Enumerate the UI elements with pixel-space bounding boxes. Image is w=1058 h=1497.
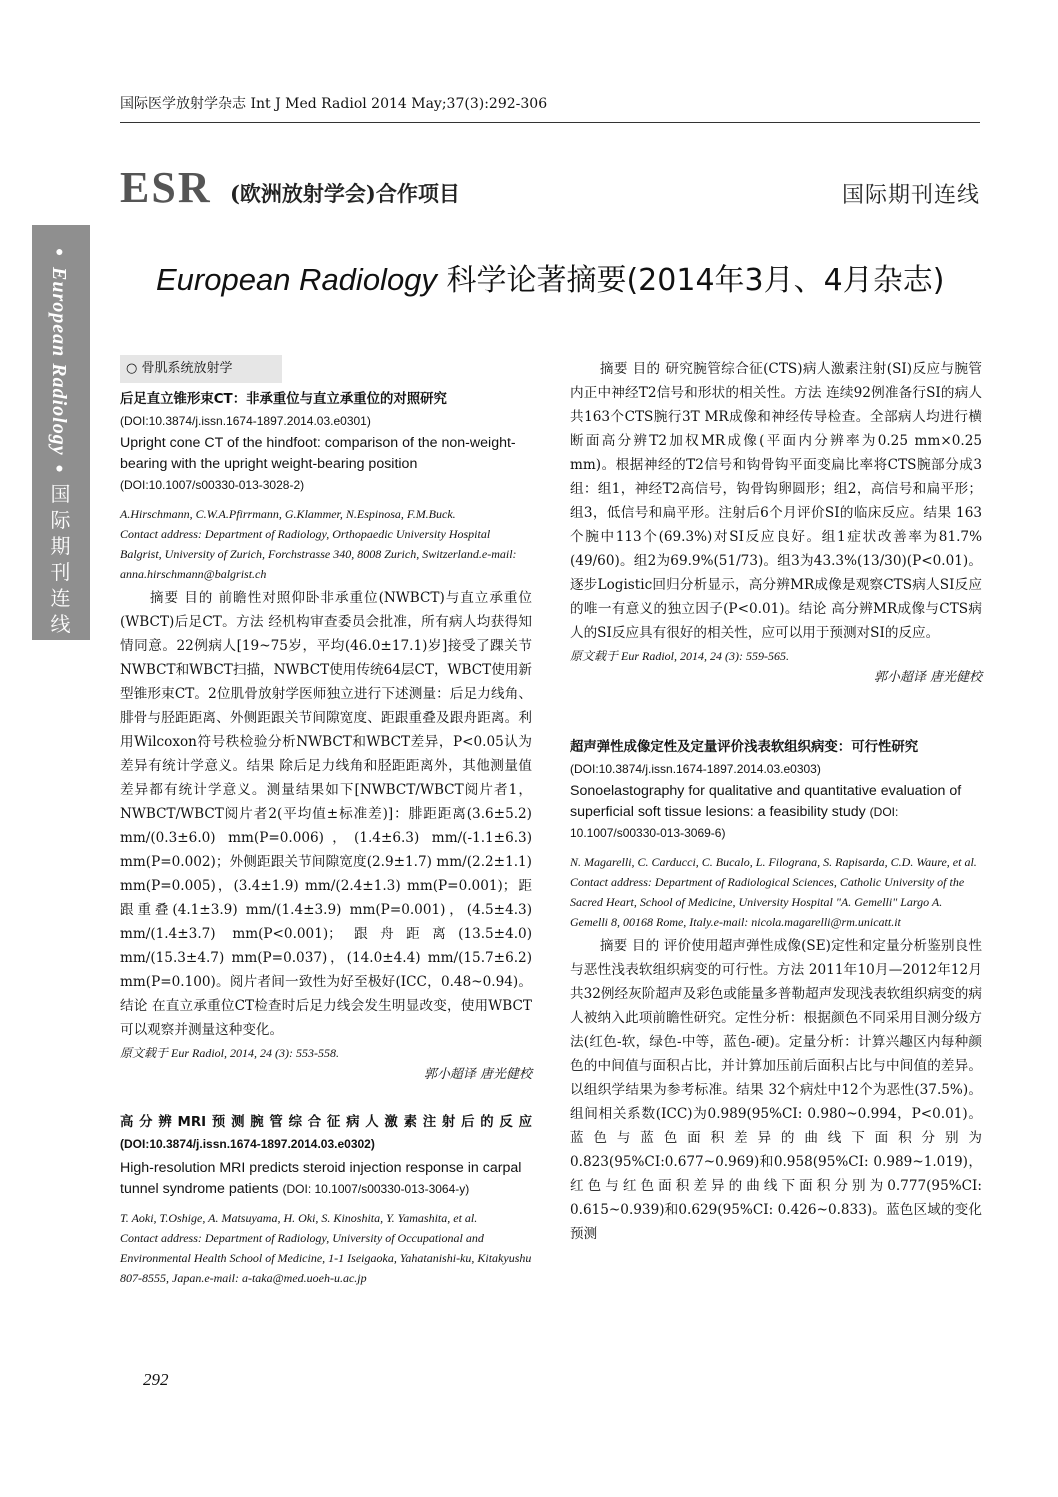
article-contact: Contact address: Department of Radiological Sciences, Catholic University of the Sacred Heart, School of Medicine, University Hospital "A. Gemelli" Largo A. Gemelli 8, 00168 Rome, Italy.e-mail: nicola.magarelli@rm.unicatt.it: [570, 875, 965, 929]
article-title-en-text: High-resolution MRI predicts steroid injection response in carpal tunnel syndrome patients: [120, 1160, 522, 1197]
article-title-en-text: Sonoelastography for qualitative and quantitative evaluation of superficial soft tissue lesions: a feasibility study: [570, 783, 962, 820]
article-abstract: 摘要 目的 研究腕管综合征(CTS)病人激素注射(SI)反应与腕管内正中神经T2信号和形状的相关性。方法 连续92例准备行SI的病人共163个CTS腕行3T MR成像和神经传导检查。全部病人均进行横断面高分辨T2加权MR成像(平面内分辨率为0.25 mm×0.25 mm)。根据神经的T2信号和钩骨钩平面变扁比率将CTS腕部分成3组：组1，神经T2高信号，钩骨钩卵圆形；组2，高信号和扁平形；组3，低信号和扁平形。注射后6个月评价SI的临床反应。结果 163个腕中113个(69.3%)对SI反应良好。组1症状改善率为81.7%(49/60)。组2为69.9%(51/73)。组3为43.3%(13/30)(P<0.01)。逐步Logistic回归分析显示，高分辨MR成像是观察CTS病人SI反应的唯一有意义的独立因子(P<0.01)。结论 高分辨MR成像与CTS病人的SI反应具有很好的相关性，应可以用于预测对SI的反应。: [570, 361, 982, 641]
article-abstract: 摘要 目的 评价使用超声弹性成像(SE)定性和定量分析鉴别良性与恶性浅表软组织病变的可行性。方法 2011年10月—2012年12月共32例经灰阶超声及彩色或能量多普勒超声发现浅表软组织病变的病人被纳入此项前瞻性研究。定性分析：根据颜色不同采用目测分级方法(红色-软，绿色-中等，蓝色-硬)。定量分析：计算兴趣区内每种颜色的中间值与面积占比，并计算加压前后面积占比与中间值的差异。以组织学结果为参考标准。结果 32个病灶中12个为恶性(37.5%)。组间相关系数(ICC)为0.989(95%CI: 0.980~0.994，P<0.01)。蓝色与蓝色面积差异的曲线下面积分别为0.823(95%CI:0.677~0.969)和0.958(95%CI: 0.989~1.019)，红色与红色面积差异的曲线下面积分别为0.777(95%CI: 0.615~0.939)和0.629(95%CI: 0.426~0.833)。蓝色区域的变化预测: [570, 938, 982, 1242]
article-authors: T. Aoki, T.Oshige, A. Matsuyama, H. Oki, S. Kinoshita, Y. Yamashita, et al.: [120, 1211, 478, 1225]
running-header: [120, 94, 980, 123]
article-doi-zh: (DOI:10.3874/j.issn.1674-1897.2014.03.e0303): [570, 762, 821, 776]
article-title-zh: 超声弹性成像定性及定量评价浅表软组织病变：可行性研究: [570, 740, 919, 755]
article-abstract: 摘要 目的 前瞻性对照仰卧非承重位(NWBCT)与直立承重位(WBCT)后足CT。方法 经机构审查委员会批准，所有病人均获得知情同意。22例病人[19~75岁，平均(46.0±17.1)岁]接受了踝关节NWBCT和WBCT扫描，NWBCT使用传统64层CT，WBCT使用新型锥形束CT。2位肌骨放射学医师独立进行下述测量：后足力线角、腓骨与胫距距离、外侧距跟关节间隙宽度、距跟重叠及跟舟距离。利用Wilcoxon符号秩检验分析NWBCT和WBCT差异，P<0.05认为差异有统计学意义。结果 除后足力线角和胫距距离外，其他测量值差异都有统计学意义。测量结果如下[NWBCT/WBCT阅片者1，NWBCT/WBCT阅片者2(平均值±标准差)]：腓距距离(3.6±5.2) mm/(0.3±6.0) mm(P=0.006)，(1.4±6.3) mm/(-1.1±6.3) mm(P=0.002)；外侧距跟关节间隙宽度(2.9±1.7) mm/(2.2±1.1) mm(P=0.005)，(3.4±1.9) mm/(2.4±1.3) mm(P=0.001)；距跟重叠(4.1±3.9) mm/(1.4±3.9) mm(P=0.001)，(4.5±4.3) mm/(1.4±3.7) mm(P<0.001)；跟舟距离(13.5±4.0) mm/(15.3±4.7) mm(P=0.037)，(14.0±4.4) mm/(15.7±6.2) mm(P=0.100)。阅片者间一致性为好至极好(ICC，0.48~0.94)。结论 在直立承重位CT检查时后足力线会发生明显改变，使用WBCT可以观察并测量这种变化。: [120, 590, 533, 1038]
esr-banner: [120, 162, 980, 212]
side-tab: [32, 225, 90, 640]
side-tab-text: [45, 245, 74, 640]
article-title-zh-text: 高分辨MRI预测腕管综合征病人激素注射后的反应: [120, 1115, 532, 1130]
article-doi-zh: (DOI:10.3874/j.issn.1674-1897.2014.03.e0301): [120, 414, 371, 428]
article-title-en: [120, 433, 532, 496]
article-3: [570, 737, 982, 1246]
article-title-en-text: Upright cone CT of the hindfoot: comparison of the non-weight-bearing with the upright weight-bearing position: [120, 435, 516, 472]
article-doi-en: (DOI:10.1007/s00330-013-3028-2): [120, 478, 305, 492]
article-source: 原文载于 Eur Radiol, 2014, 24 (3): 559-565.: [570, 649, 789, 663]
article-authors: A.Hirschmann, C.W.A.Pfirrmann, G.Klammer, N.Espinosa, F.M.Buck.: [120, 507, 456, 521]
side-tab-english: European Radiology: [48, 267, 70, 456]
esr-subtitle: (欧洲放射学会)合作项目: [230, 181, 460, 206]
category-label: ○ 骨肌系统放射学: [120, 355, 282, 383]
article-translator: 郭小超译 唐光健校: [873, 670, 982, 685]
article-doi-zh: (DOI:10.3874/j.issn.1674-1897.2014.03.e0302): [120, 1137, 375, 1151]
right-column: [570, 355, 982, 1246]
esr-logo: ESR: [120, 163, 212, 212]
article-translator: 郭小超译 唐光健校: [423, 1067, 532, 1082]
page-title: [156, 255, 996, 299]
article-1: [120, 389, 532, 1086]
article-2-body: [570, 357, 982, 689]
article-source: 原文载于 Eur Radiol, 2014, 24 (3): 553-558.: [120, 1046, 339, 1060]
spacer: [120, 1086, 532, 1112]
journal-citation: 国际医学放射学杂志 Int J Med Radiol 2014 May;37(3):292-306: [120, 96, 548, 112]
article-title-en: [120, 1158, 532, 1200]
page-number: 292: [143, 1370, 169, 1389]
title-chinese: 科学论著摘要(2014年3月、4月杂志): [436, 263, 945, 298]
left-column: [120, 355, 532, 1288]
article-contact: Contact address: Department of Radiology, Orthopaedic University Hospital Balgrist, University of Zurich, Forchstrasse 340, 8008 Zurich, Switzerland.e-mail: anna.hirschmann@balgrist.ch: [120, 527, 517, 581]
title-journal-name: European Radiology: [156, 262, 437, 297]
article-title-zh: 后足直立锥形束CT：非承重位与直立承重位的对照研究: [120, 392, 447, 407]
bullet-icon: ●: [52, 461, 67, 478]
article-2-header: [120, 1112, 532, 1288]
bullet-icon: ●: [52, 245, 67, 261]
article-authors: N. Magarelli, C. Carducci, C. Bucalo, L. Filograna, S. Rapisarda, C.D. Waure, et al.: [570, 855, 977, 869]
article-contact: Contact address: Department of Radiology, University of Occupational and Environmental Health School of Medicine, 1-1 Iseigaoka, Yahatanishi-ku, Kitakyushu 807-8555, Japan.e-mail: a-taka@med.uoeh-u.ac.jp: [120, 1231, 532, 1285]
article-title-en: [570, 781, 982, 844]
article-title-zh: [120, 1112, 532, 1156]
spacer: [570, 689, 982, 737]
article-doi-en: (DOI: 10.1007/s00330-013-3069-6): [570, 805, 899, 840]
side-tab-chinese: 国际期刊连线: [47, 483, 71, 640]
section-label: 国际期刊连线: [841, 183, 980, 208]
article-doi-en: (DOI: 10.1007/s00330-013-3064-y): [282, 1182, 470, 1196]
